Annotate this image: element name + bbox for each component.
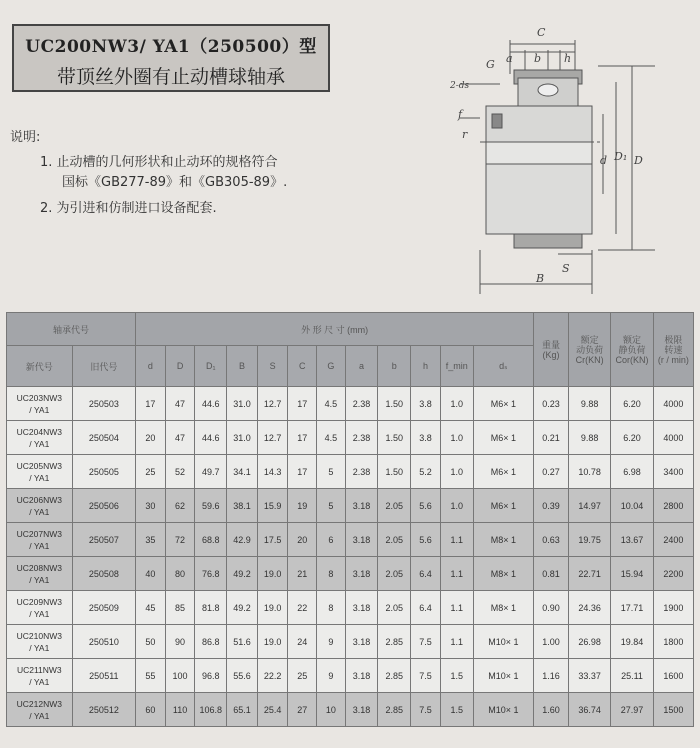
col-header: d: [136, 346, 166, 387]
cell-a: 3.18: [345, 659, 378, 693]
cell-D1: 49.7: [195, 455, 227, 489]
col-header: f_min: [440, 346, 473, 387]
cell-new: UC206NW3 / YA1: [7, 489, 73, 523]
cell-f: 1.0: [440, 489, 473, 523]
cell-n: 4000: [653, 421, 693, 455]
cell-cr: 36.74: [569, 693, 611, 727]
cell-D: 62: [165, 489, 195, 523]
cell-new: UC208NW3 / YA1: [7, 557, 73, 591]
cell-D1: 44.6: [195, 421, 227, 455]
cell-G: 8: [317, 557, 346, 591]
cell-d: 45: [136, 591, 166, 625]
table-row: [7, 625, 694, 659]
cell-n: 2400: [653, 523, 693, 557]
cell-ds: M8× 1: [473, 557, 533, 591]
cell-h: 7.5: [411, 659, 441, 693]
cell-n: 1800: [653, 625, 693, 659]
cell-b: 2.05: [378, 557, 411, 591]
notes: [10, 126, 287, 219]
cell-B: 42.9: [227, 523, 258, 557]
col-header: 旧代号: [72, 346, 136, 387]
cell-C: 25: [288, 659, 317, 693]
cell-C: 21: [288, 557, 317, 591]
cell-old: 250506: [72, 489, 136, 523]
cell-d: 35: [136, 523, 166, 557]
header-dims: 外 形 尺 寸 (mm): [136, 313, 534, 346]
cell-new: UC212NW3 / YA1: [7, 693, 73, 727]
col-header: B: [227, 346, 258, 387]
cell-D1: 68.8: [195, 523, 227, 557]
cell-G: 5: [317, 455, 346, 489]
cell-cor: 17.71: [611, 591, 653, 625]
cell-b: 1.50: [378, 455, 411, 489]
cell-B: 65.1: [227, 693, 258, 727]
cell-D: 85: [165, 591, 195, 625]
cell-C: 17: [288, 455, 317, 489]
cell-S: 19.0: [257, 625, 288, 659]
cell-d: 17: [136, 387, 166, 421]
label-G: G: [486, 58, 495, 71]
cell-G: 4.5: [317, 387, 346, 421]
cell-h: 7.5: [411, 693, 441, 727]
cell-d: 40: [136, 557, 166, 591]
cell-C: 20: [288, 523, 317, 557]
cell-cor: 15.94: [611, 557, 653, 591]
cell-a: 2.38: [345, 387, 378, 421]
cell-cr: 33.37: [569, 659, 611, 693]
cell-d: 50: [136, 625, 166, 659]
cell-b: 2.05: [378, 591, 411, 625]
cell-S: 22.2: [257, 659, 288, 693]
cell-D1: 76.8: [195, 557, 227, 591]
cell-f: 1.0: [440, 421, 473, 455]
cell-new: UC205NW3 / YA1: [7, 455, 73, 489]
cell-cr: 19.75: [569, 523, 611, 557]
cell-B: 51.6: [227, 625, 258, 659]
table-row: [7, 557, 694, 591]
cell-new: UC207NW3 / YA1: [7, 523, 73, 557]
cell-b: 2.85: [378, 693, 411, 727]
cell-G: 8: [317, 591, 346, 625]
cell-w: 0.81: [534, 557, 569, 591]
cell-cor: 6.20: [611, 387, 653, 421]
cell-cor: 19.84: [611, 625, 653, 659]
cell-n: 4000: [653, 387, 693, 421]
cell-ds: M6× 1: [473, 387, 533, 421]
cell-G: 4.5: [317, 421, 346, 455]
cell-ds: M6× 1: [473, 489, 533, 523]
cell-f: 1.1: [440, 523, 473, 557]
cell-S: 19.0: [257, 557, 288, 591]
cell-b: 1.50: [378, 421, 411, 455]
cell-n: 2200: [653, 557, 693, 591]
cell-C: 17: [288, 387, 317, 421]
cell-cor: 25.11: [611, 659, 653, 693]
cell-C: 22: [288, 591, 317, 625]
cell-C: 24: [288, 625, 317, 659]
cell-new: UC211NW3 / YA1: [7, 659, 73, 693]
cell-f: 1.1: [440, 591, 473, 625]
cell-cr: 14.97: [569, 489, 611, 523]
cell-h: 3.8: [411, 387, 441, 421]
cell-D: 110: [165, 693, 195, 727]
cell-a: 3.18: [345, 557, 378, 591]
cell-new: UC210NW3 / YA1: [7, 625, 73, 659]
cell-w: 1.00: [534, 625, 569, 659]
page-title: UC200NW3/ YA1（250500）型: [25, 37, 317, 57]
label-d: d: [600, 154, 608, 167]
cell-old: 250507: [72, 523, 136, 557]
cell-old: 250503: [72, 387, 136, 421]
cell-h: 7.5: [411, 625, 441, 659]
cell-new: UC204NW3 / YA1: [7, 421, 73, 455]
cell-old: 250509: [72, 591, 136, 625]
col-header: h: [411, 346, 441, 387]
cell-f: 1.5: [440, 693, 473, 727]
cell-n: 1900: [653, 591, 693, 625]
label-D1: D₁: [614, 150, 628, 163]
spec-table-wrap: [6, 312, 694, 727]
col-header: 新代号: [7, 346, 73, 387]
cell-cor: 6.20: [611, 421, 653, 455]
cell-ds: M10× 1: [473, 659, 533, 693]
cell-b: 2.85: [378, 659, 411, 693]
cell-B: 31.0: [227, 421, 258, 455]
label-D: D: [634, 154, 643, 167]
table-row: [7, 523, 694, 557]
cell-a: 3.18: [345, 693, 378, 727]
cell-w: 1.16: [534, 659, 569, 693]
cell-ds: M6× 1: [473, 455, 533, 489]
cell-ds: M8× 1: [473, 591, 533, 625]
cell-D1: 81.8: [195, 591, 227, 625]
cell-cor: 10.04: [611, 489, 653, 523]
cell-new: UC203NW3 / YA1: [7, 387, 73, 421]
cell-D1: 86.8: [195, 625, 227, 659]
cell-D: 80: [165, 557, 195, 591]
cell-h: 6.4: [411, 557, 441, 591]
cell-a: 2.38: [345, 421, 378, 455]
label-r: r: [462, 128, 468, 141]
cell-ds: M10× 1: [473, 625, 533, 659]
cell-C: 19: [288, 489, 317, 523]
cell-old: 250510: [72, 625, 136, 659]
cell-S: 12.7: [257, 421, 288, 455]
label-S: S: [562, 262, 570, 275]
cell-w: 0.21: [534, 421, 569, 455]
cell-n: 2800: [653, 489, 693, 523]
note-1: 1. 止动槽的几何形状和止动环的规格符合: [40, 155, 278, 170]
cell-cor: 13.67: [611, 523, 653, 557]
cell-S: 12.7: [257, 387, 288, 421]
cell-n: 1500: [653, 693, 693, 727]
cell-G: 9: [317, 625, 346, 659]
cell-h: 5.6: [411, 523, 441, 557]
cell-b: 2.85: [378, 625, 411, 659]
cell-ds: M6× 1: [473, 421, 533, 455]
cell-G: 9: [317, 659, 346, 693]
cell-G: 6: [317, 523, 346, 557]
header-cor: 额定 静负荷 Cor(KN): [611, 313, 653, 387]
cell-old: 250511: [72, 659, 136, 693]
header-speed: 极限 转速 (r / min): [653, 313, 693, 387]
label-f: f: [458, 108, 463, 121]
label-h: h: [564, 52, 572, 65]
cell-B: 31.0: [227, 387, 258, 421]
cell-D1: 106.8: [195, 693, 227, 727]
cell-w: 0.27: [534, 455, 569, 489]
label-a: a: [506, 52, 513, 65]
cell-b: 2.05: [378, 523, 411, 557]
cell-B: 55.6: [227, 659, 258, 693]
cell-D: 52: [165, 455, 195, 489]
table-row: [7, 455, 694, 489]
cell-D: 90: [165, 625, 195, 659]
cell-cr: 10.78: [569, 455, 611, 489]
cell-b: 1.50: [378, 387, 411, 421]
cell-cr: 24.36: [569, 591, 611, 625]
cell-n: 1600: [653, 659, 693, 693]
label-b: b: [534, 52, 542, 65]
title-box: [12, 24, 330, 92]
cell-h: 6.4: [411, 591, 441, 625]
cell-w: 0.63: [534, 523, 569, 557]
cell-a: 3.18: [345, 591, 378, 625]
cell-cr: 9.88: [569, 387, 611, 421]
cell-h: 5.6: [411, 489, 441, 523]
col-header: dₛ: [473, 346, 533, 387]
table-row: [7, 659, 694, 693]
cell-B: 49.2: [227, 591, 258, 625]
cell-h: 3.8: [411, 421, 441, 455]
cell-f: 1.0: [440, 387, 473, 421]
cell-cr: 22.71: [569, 557, 611, 591]
header-group: 轴承代号: [7, 313, 136, 346]
table-row: [7, 421, 694, 455]
cell-ds: M10× 1: [473, 693, 533, 727]
table-row: [7, 591, 694, 625]
cell-w: 1.60: [534, 693, 569, 727]
cell-new: UC209NW3 / YA1: [7, 591, 73, 625]
cell-a: 3.18: [345, 489, 378, 523]
col-header: a: [345, 346, 378, 387]
col-header: b: [378, 346, 411, 387]
cell-d: 25: [136, 455, 166, 489]
cell-w: 0.39: [534, 489, 569, 523]
cell-D: 47: [165, 421, 195, 455]
cell-old: 250508: [72, 557, 136, 591]
table-row: [7, 387, 694, 421]
cell-D1: 96.8: [195, 659, 227, 693]
cell-cr: 9.88: [569, 421, 611, 455]
cell-f: 1.5: [440, 659, 473, 693]
cell-C: 17: [288, 421, 317, 455]
cell-h: 5.2: [411, 455, 441, 489]
cell-w: 0.90: [534, 591, 569, 625]
table-row: [7, 489, 694, 523]
col-header: D₁: [195, 346, 227, 387]
cell-D: 47: [165, 387, 195, 421]
cell-B: 38.1: [227, 489, 258, 523]
col-header: C: [288, 346, 317, 387]
cell-old: 250504: [72, 421, 136, 455]
cell-D: 100: [165, 659, 195, 693]
cell-a: 3.18: [345, 523, 378, 557]
label-2-ds: 2-ds: [450, 81, 470, 91]
cell-b: 2.05: [378, 489, 411, 523]
cell-G: 10: [317, 693, 346, 727]
cell-D: 72: [165, 523, 195, 557]
label-C: C: [537, 26, 546, 39]
cell-d: 30: [136, 489, 166, 523]
cell-B: 49.2: [227, 557, 258, 591]
spec-table: [6, 312, 694, 727]
cell-old: 250505: [72, 455, 136, 489]
cell-f: 1.1: [440, 625, 473, 659]
cell-a: 2.38: [345, 455, 378, 489]
cell-old: 250512: [72, 693, 136, 727]
notes-heading: 说明:: [10, 130, 41, 145]
cell-S: 25.4: [257, 693, 288, 727]
header-cr: 额定 动负荷 Cr(KN): [569, 313, 611, 387]
cell-D1: 44.6: [195, 387, 227, 421]
page-subtitle: 带顶丝外圈有止动槽球轴承: [56, 66, 285, 88]
cell-S: 15.9: [257, 489, 288, 523]
cell-D1: 59.6: [195, 489, 227, 523]
cell-ds: M8× 1: [473, 523, 533, 557]
bearing-drawing: [440, 14, 690, 294]
header-weight: 重量 (Kg): [534, 313, 569, 387]
cell-w: 0.23: [534, 387, 569, 421]
cell-f: 1.1: [440, 557, 473, 591]
col-header: G: [317, 346, 346, 387]
cell-S: 14.3: [257, 455, 288, 489]
cell-C: 27: [288, 693, 317, 727]
cell-cor: 27.97: [611, 693, 653, 727]
cell-d: 20: [136, 421, 166, 455]
cell-cor: 6.98: [611, 455, 653, 489]
cell-G: 5: [317, 489, 346, 523]
note-2: 2. 为引进和仿制进口设备配套.: [40, 201, 217, 216]
cell-cr: 26.98: [569, 625, 611, 659]
cell-n: 3400: [653, 455, 693, 489]
cell-f: 1.0: [440, 455, 473, 489]
label-B: B: [536, 272, 545, 285]
table-row: [7, 693, 694, 727]
table-body: [7, 387, 694, 727]
col-header: S: [257, 346, 288, 387]
cell-S: 19.0: [257, 591, 288, 625]
cell-B: 34.1: [227, 455, 258, 489]
cell-S: 17.5: [257, 523, 288, 557]
cell-a: 3.18: [345, 625, 378, 659]
cell-d: 60: [136, 693, 166, 727]
cell-d: 55: [136, 659, 166, 693]
note-1-cont: 国标《GB277-89》和《GB305-89》.: [62, 175, 288, 190]
col-header: D: [165, 346, 195, 387]
